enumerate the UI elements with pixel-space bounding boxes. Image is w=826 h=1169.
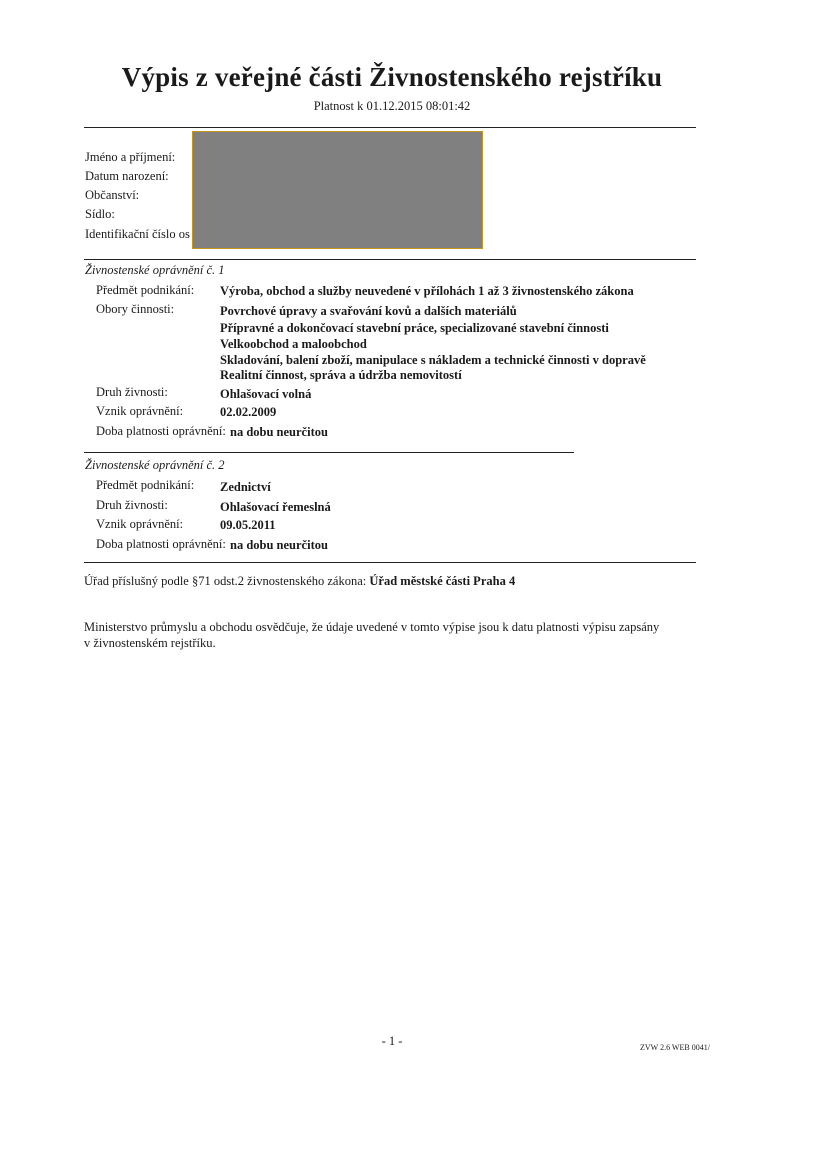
statement-line-1: Ministerstvo průmyslu a obchodu osvědčuje, že údaje uvedené v tomto výpise jsou k datu platnosti výpisu zapsány — [84, 620, 660, 634]
statement-line-2: v živnostenském rejstříku. — [84, 636, 216, 650]
license-2-subject-value: Zednictví — [220, 480, 271, 494]
license-1-type-value: Ohlašovací volná — [220, 387, 312, 401]
office-divider — [84, 562, 696, 563]
form-code: ZVW 2.6 WEB 0041/ — [640, 1043, 710, 1052]
redaction-box — [192, 131, 483, 249]
license-1-field: Velkoobchod a maloobchod — [220, 337, 367, 351]
license-2-duration-value: na dobu neurčitou — [230, 538, 328, 552]
office-label: Úřad příslušný podle §71 odst.2 živnostenského zákona: — [84, 574, 367, 588]
header-divider — [84, 127, 696, 128]
office-line — [84, 574, 515, 589]
license-2-origin-label: Vznik oprávnění: — [96, 517, 184, 531]
license-1-subject-label: Předmět podnikání: — [96, 283, 195, 297]
license-2-origin-value: 09.05.2011 — [220, 518, 276, 532]
license-1-origin-value: 02.02.2009 — [220, 405, 277, 419]
birth-date-label: Datum narození: — [85, 169, 169, 183]
license-2-subject-label: Předmět podnikání: — [96, 478, 195, 492]
license-1-field: Skladování, balení zboží, manipulace s nákladem a technické činnosti v dopravě — [220, 353, 646, 367]
license-1-duration-label: Doba platnosti oprávnění: — [96, 424, 226, 438]
license-1-field: Povrchové úpravy a svařování kovů a dalších materiálů — [220, 304, 517, 318]
license-2-type-value: Ohlašovací řemeslná — [220, 500, 331, 514]
license-1-origin-label: Vznik oprávnění: — [96, 404, 184, 418]
office-value: Úřad městské části Praha 4 — [369, 574, 516, 588]
license-1-subject-value: Výroba, obchod a služby neuvedené v přílohách 1 až 3 živnostenského zákona — [220, 284, 634, 298]
id-number-label: Identifikační číslo os — [85, 227, 190, 241]
license-1-field: Realitní činnost, správa a údržba nemovitostí — [220, 368, 462, 382]
license-divider — [84, 452, 574, 453]
validity-timestamp: Platnost k 01.12.2015 08:01:42 — [313, 99, 471, 113]
license-1-field: Přípravné a dokončovací stavební práce, specializované stavební činnosti — [220, 321, 609, 335]
document-title: Výpis z veřejné části Živnostenského rejstříku — [121, 62, 663, 92]
citizenship-label: Občanství: — [85, 188, 140, 202]
license-2-type-label: Druh živnosti: — [96, 498, 168, 512]
section-divider — [84, 259, 696, 260]
license-1-fields-label: Obory činnosti: — [96, 302, 175, 316]
license-2-heading: Živnostenské oprávnění č. 2 — [85, 458, 225, 472]
license-2-duration-label: Doba platnosti oprávnění: — [96, 537, 226, 551]
page-number: - 1 - — [381, 1034, 403, 1048]
license-1-heading: Živnostenské oprávnění č. 1 — [85, 263, 225, 277]
license-1-type-label: Druh živnosti: — [96, 385, 168, 399]
license-1-duration-value: na dobu neurčitou — [230, 425, 328, 439]
seat-label: Sídlo: — [85, 207, 115, 221]
name-label: Jméno a příjmení: — [85, 150, 176, 164]
